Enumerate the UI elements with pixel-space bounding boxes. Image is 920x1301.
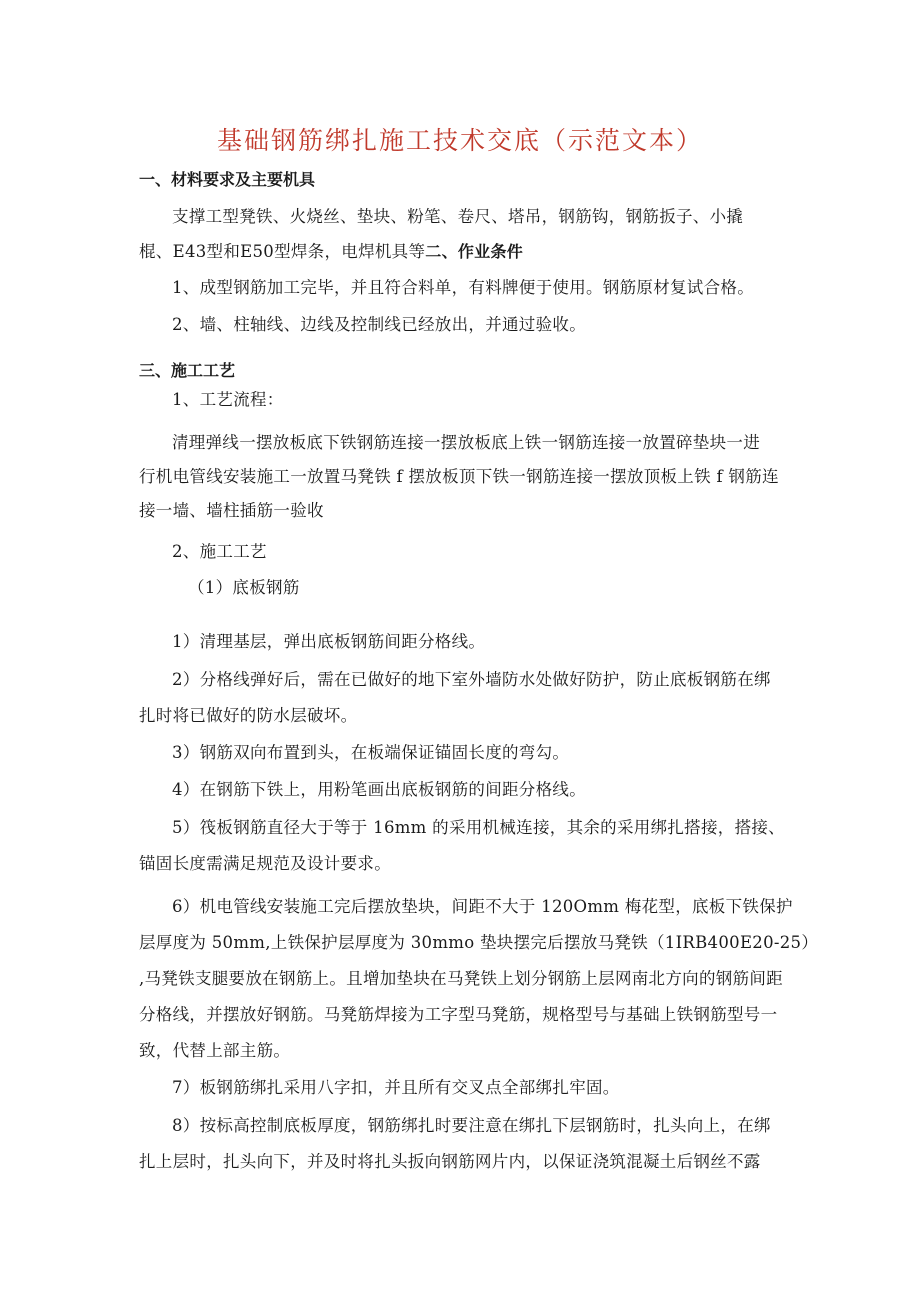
paragraph-line: 支撑工型凳铁、火烧丝、垫块、粉笔、卷尺、塔吊，钢筋钩，钢筋扳子、小撬 [172,207,744,226]
paragraph-line: 扎时将已做好的防水层破坏。 [139,706,358,725]
paragraph-line: 6）机电管线安装施工完后摆放垫块，间距不大于 120Omm 梅花型，底板下铁保护 [172,897,793,916]
paragraph-line: 接一墙、墙柱插筋一验收 [139,501,324,520]
paragraph-line: 致，代替上部主筋。 [139,1041,291,1060]
section-heading-materials: 一、材料要求及主要机具 [139,170,316,189]
paragraph-line: 1）清理基层，弹出底板钢筋间距分格线。 [172,632,486,651]
section-heading-process: 三、施工工艺 [139,361,236,380]
section-heading-conditions: 二、作业条件 [425,242,524,261]
paragraph-line: 层厚度为 50mm,上铁保护层厚度为 30mmo 垫块摆完后摆放马凳铁（1IRB400E20-25） [139,933,819,952]
paragraph-line: 1、工艺流程： [172,390,284,409]
page-title: 基础钢筋绑扎施工技术交底（示范文本） [216,126,703,155]
paragraph-line: 2、施工工艺 [172,542,267,561]
paragraph-line: 行机电管线安装施工一放置马凳铁 f 摆放板顶下铁一钢筋连接一摆放顶板上铁 f 钢筋连 [139,467,779,486]
paragraph-line: （1）底板钢筋 [188,578,300,597]
paragraph-line [139,238,523,262]
paragraph-line: 8）按标高控制底板厚度，钢筋绑扎时要注意在绑扎下层钢筋时，扎头向上，在绑 [172,1116,771,1135]
paragraph-line: 2）分格线弹好后，需在已做好的地下室外墙防水处做好防护，防止底板钢筋在绑 [172,670,771,689]
paragraph-line: 锚固长度需满足规范及设计要求。 [139,854,391,873]
paragraph-text: 棍、E43型和E50型焊条，电焊机具等 [139,242,426,261]
paragraph-line: 5）筏板钢筋直径大于等于 16mm 的采用机械连接，其余的采用绑扎搭接，搭接、 [172,818,785,837]
paragraph-line: ,马凳铁支腿要放在钢筋上。且增加垫块在马凳铁上划分钢筋上层网南北方向的钢筋间距 [139,969,783,988]
paragraph-line: 2、墙、柱轴线、边线及控制线已经放出，并通过验收。 [172,315,586,334]
paragraph-line: 4）在钢筋下铁上，用粉笔画出底板钢筋的间距分格线。 [172,780,586,799]
paragraph-line: 扎上层时，扎头向下，并及时将扎头扳向钢筋网片内，以保证浇筑混凝土后钢丝不露 [139,1152,761,1171]
paragraph-line: 1、成型钢筋加工完毕，并且符合料单，有料牌便于使用。钢筋原材复试合格。 [172,278,754,297]
paragraph-line: 分格线，并摆放好钢筋。马凳筋焊接为工字型马凳筋，规格型号与基础上铁钢筋型号一 [139,1005,778,1024]
paragraph-line: 7）板钢筋绑扎采用八字扣，并且所有交叉点全部绑扎牢固。 [172,1078,620,1097]
paragraph-line: 清理弹线一摆放板底下铁钢筋连接一摆放板底上铁一钢筋连接一放置碎垫块一进 [172,433,760,452]
paragraph-line: 3）钢筋双向布置到头，在板端保证锚固长度的弯勾。 [172,743,570,762]
